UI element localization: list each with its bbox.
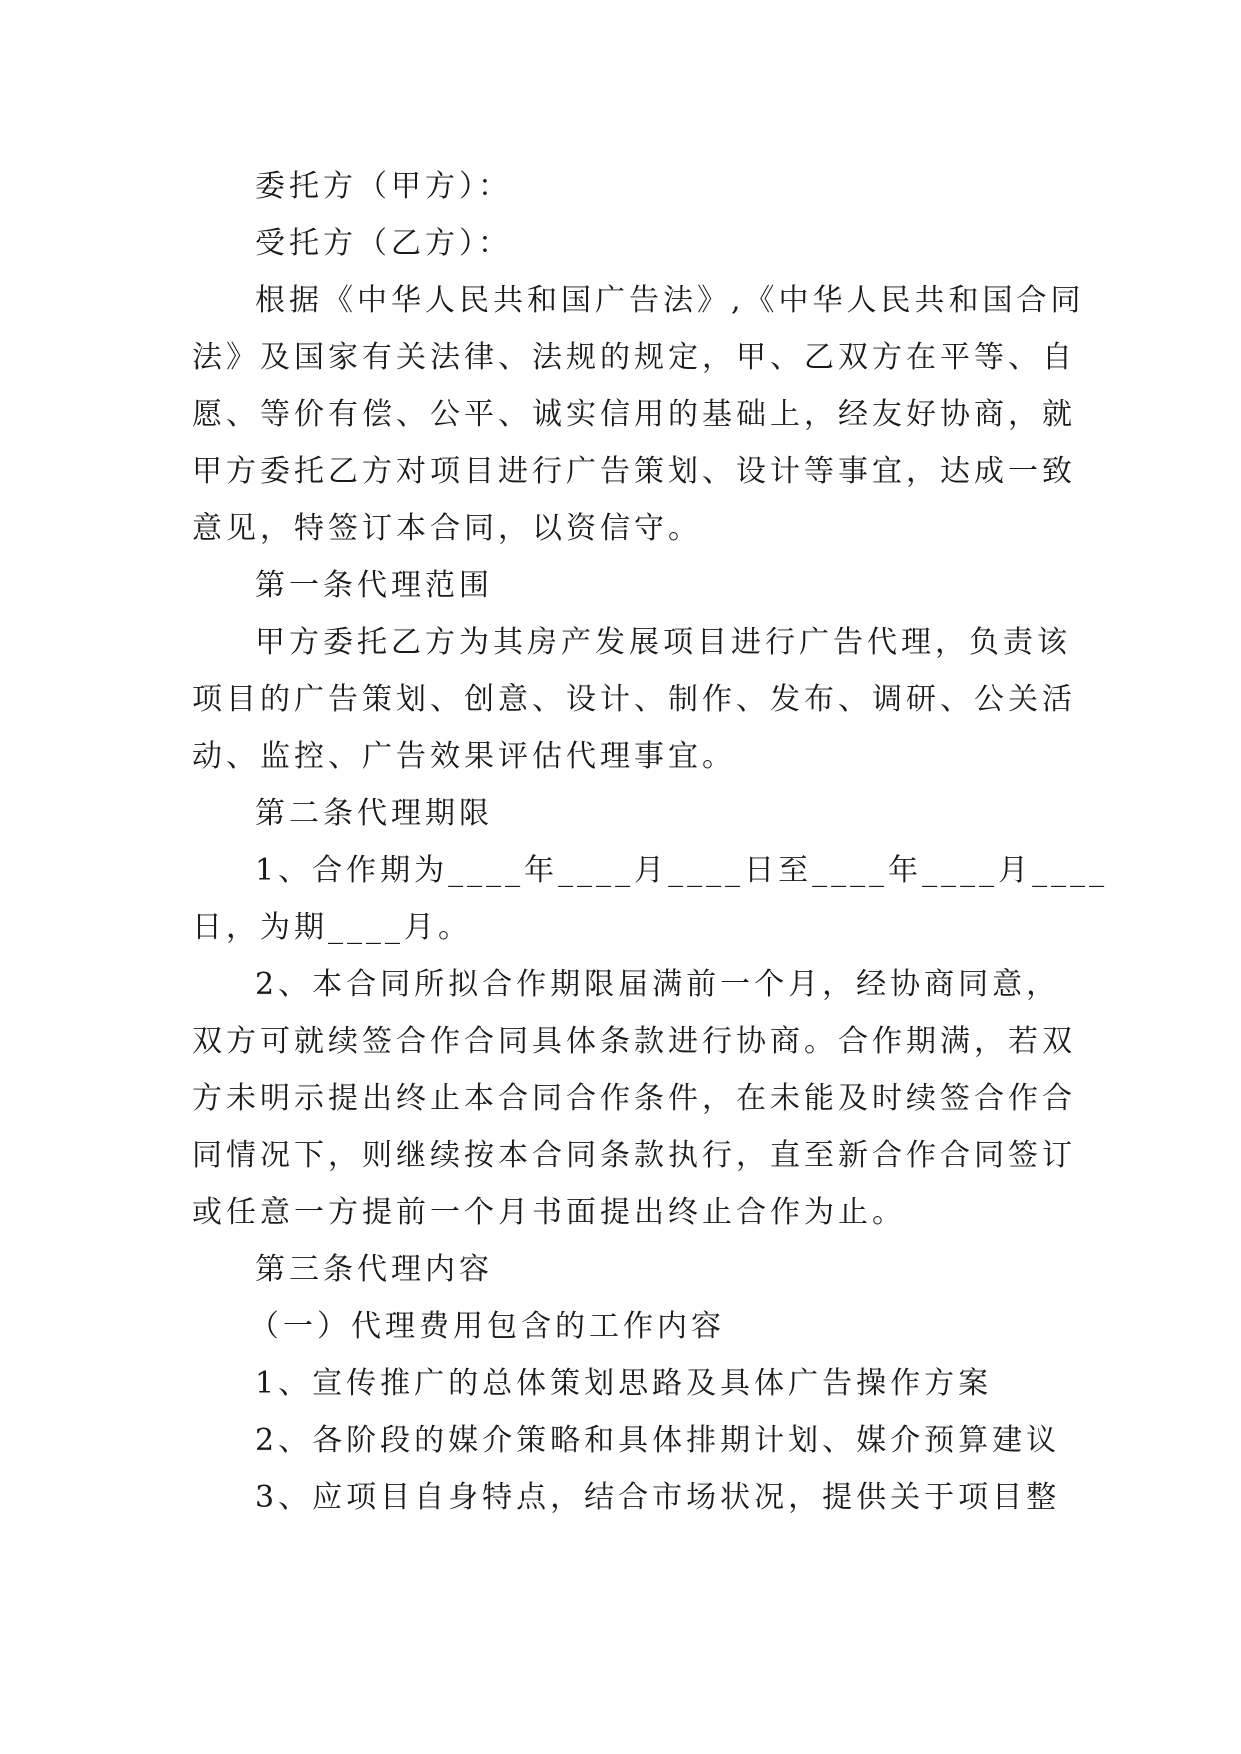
article-3-item: 1、宣传推广的总体策划思路及具体广告操作方案 <box>255 1366 993 1401</box>
article-2-heading: 第二条代理期限 <box>255 796 493 831</box>
party-a-line: 委托方（甲方）： <box>255 169 512 204</box>
article-2-clause-1: 日，为期____月。 <box>192 910 472 945</box>
article-1-heading: 第一条代理范围 <box>255 568 493 603</box>
article-1-line: 甲方委托乙方为其房产发展项目进行广告代理，负责该 <box>255 625 1071 660</box>
article-2-clause-2: 2、本合同所拟合作期限届满前一个月，经协商同意， <box>255 967 1061 1002</box>
article-3-item: 2、各阶段的媒介策略和具体排期计划、媒介预算建议 <box>255 1423 1061 1458</box>
preamble-line: 根据《中华人民共和国广告法》,《中华人民共和国合同 <box>255 283 1085 318</box>
article-1-line: 项目的广告策划、创意、设计、制作、发布、调研、公关活 <box>192 682 1076 717</box>
article-3-subheading: （一）代理费用包含的工作内容 <box>249 1309 725 1344</box>
article-2-clause-2: 双方可就续签合作合同具体条款进行协商。合作期满，若双 <box>192 1024 1076 1059</box>
article-3-item: 3、应项目自身特点，结合市场状况，提供关于项目整 <box>255 1480 1061 1515</box>
document-body <box>192 158 1109 1526</box>
preamble-line: 愿、等价有偿、公平、诚实信用的基础上，经友好协商，就 <box>192 397 1076 432</box>
preamble-line: 法》及国家有关法律、法规的规定，甲、乙双方在平等、自 <box>192 340 1076 375</box>
preamble-line: 意见，特签订本合同，以资信守。 <box>192 511 702 546</box>
article-1-line: 动、监控、广告效果评估代理事宜。 <box>192 739 736 774</box>
article-2-clause-1: 1、合作期为____年____月____日至____年____月____ <box>255 853 1109 888</box>
article-2-clause-2: 同情况下，则继续按本合同条款执行，直至新合作合同签订 <box>192 1138 1076 1173</box>
article-2-clause-2: 或任意一方提前一个月书面提出终止合作为止。 <box>192 1195 906 1230</box>
article-3-heading: 第三条代理内容 <box>255 1252 493 1287</box>
party-b-line: 受托方（乙方）： <box>255 226 512 261</box>
preamble-line: 甲方委托乙方对项目进行广告策划、设计等事宜，达成一致 <box>192 454 1076 489</box>
article-2-clause-2: 方未明示提出终止本合同合作条件，在未能及时续签合作合 <box>192 1081 1076 1116</box>
